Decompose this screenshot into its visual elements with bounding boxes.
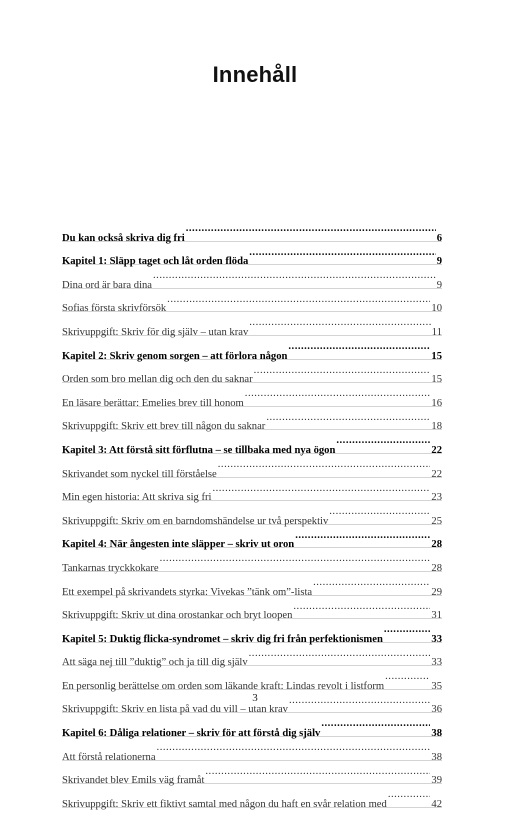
toc-leader-dots [385, 666, 430, 689]
toc-leader-dots [153, 265, 436, 288]
toc-leader-dots [388, 784, 431, 807]
toc-entry-page: 28 [431, 539, 442, 551]
toc-entry-label: Kapitel 3: Att förstå sitt förflutna – se tillbaka med nya ögon [62, 444, 336, 456]
toc-entry-page: 15 [431, 374, 442, 386]
toc-entry-page: 31 [431, 610, 442, 622]
toc-leader-dots [249, 312, 431, 335]
toc-entry-label: Kapitel 2: Skriv genom sorgen – att förlora någon [62, 350, 288, 362]
toc-leader-dots [288, 336, 430, 359]
toc-entry-label: Sofias första skrivförsök [62, 303, 167, 315]
toc-entry-label: Skrivuppgift: Skriv om en barndomshändelse ur två perspektiv [62, 515, 329, 527]
toc-entry-page: 38 [431, 728, 442, 740]
toc-entry-label: Skrivuppgift: Skriv en lista på vad du vill – utan krav [62, 704, 288, 716]
toc-leader-dots [384, 619, 431, 642]
toc-entry-label: Dina ord är bara dina [62, 279, 153, 291]
toc-entry-label: Kapitel 5: Duktig flicka-syndromet – skriv dig fri från perfektionismen [62, 633, 383, 645]
toc-leader-dots [249, 242, 435, 265]
toc-leader-dots [205, 761, 430, 784]
toc-entry-page: 15 [431, 350, 442, 362]
toc-entry-page: 23 [431, 492, 442, 504]
toc-entry-page: 36 [431, 704, 442, 716]
toc-entry-page: 10 [431, 303, 442, 315]
toc-leader-dots [321, 713, 430, 736]
toc-leader-dots [157, 737, 431, 760]
toc-entry-page: 38 [431, 751, 442, 763]
toc-leader-dots [245, 383, 431, 406]
toc-leader-dots [329, 501, 430, 524]
toc-entry-page: 22 [431, 468, 442, 480]
toc-leader-dots [266, 407, 430, 430]
toc-entry-label: Skrivuppgift: Skriv ett brev till någon du saknar [62, 421, 266, 433]
toc-entry-page: 25 [431, 515, 442, 527]
page-number: 3 [252, 692, 258, 704]
toc-leader-dots [218, 454, 431, 477]
toc-entry-label: Du kan också skriva dig fri [62, 232, 185, 244]
toc-entry-page: 28 [431, 562, 442, 574]
toc-leader-dots [336, 430, 430, 453]
toc-entry-page: 9 [436, 279, 442, 291]
toc-entry-page: 39 [431, 775, 442, 787]
toc-entry-label: En personlig berättelse om orden som läkande kraft: Lindas revolt i listform [62, 680, 385, 692]
toc-entry-page: 9 [436, 256, 442, 268]
toc-entry-page: 35 [431, 680, 442, 692]
toc-entry-page: 18 [431, 421, 442, 433]
toc-entry-page: 11 [431, 326, 442, 338]
table-of-contents [62, 218, 442, 808]
toc-entry-page: 42 [431, 798, 442, 810]
toc-entry-page: 22 [431, 444, 442, 456]
toc-entry[interactable] [62, 218, 442, 242]
toc-leader-dots [212, 478, 430, 501]
toc-entry-label: Skrivandet blev Emils väg framåt [62, 775, 205, 787]
toc-leader-dots [254, 360, 431, 383]
toc-entry-page: 16 [431, 397, 442, 409]
toc-entry-label: Att säga nej till ”duktig” och ja till dig själv [62, 657, 248, 669]
toc-entry-page: 33 [431, 633, 442, 645]
toc-entry-label: Skrivuppgift: Skriv för dig själv – utan krav [62, 326, 249, 338]
page-title: Innehåll [212, 62, 298, 87]
toc-entry-page: 29 [431, 586, 442, 598]
toc-entry-label: Kapitel 4: När ångesten inte släpper – skriv ut oron [62, 539, 295, 551]
toc-leader-dots [167, 289, 430, 312]
toc-leader-dots [160, 548, 431, 571]
toc-entry-page: 6 [436, 232, 442, 244]
toc-entry-label: Kapitel 6: Dåliga relationer – skriv för att förstå dig själv [62, 728, 321, 740]
toc-leader-dots [186, 218, 436, 241]
toc-entry-label: Min egen historia: Att skriva sig fri [62, 492, 212, 504]
toc-entry-label: Kapitel 1: Släpp taget och låt orden flöda [62, 256, 249, 268]
toc-entry-label: Ett exempel på skrivandets styrka: Vivekas ”tänk om”-lista [62, 586, 313, 598]
toc-entry-label: Tankarnas tryckkokare [62, 562, 159, 574]
toc-leader-dots [293, 596, 430, 619]
toc-entry-label: Skrivandet som nyckel till förståelse [62, 468, 217, 480]
toc-entry-label: Orden som bro mellan dig och den du saknar [62, 374, 253, 386]
toc-entry-page: 33 [431, 657, 442, 669]
toc-entry-label: Att förstå relationerna [62, 751, 156, 763]
toc-entry-label: Skrivuppgift: Skriv ett fiktivt samtal med någon du haft en svår relation med [62, 798, 387, 810]
toc-leader-dots [249, 643, 431, 666]
toc-leader-dots [313, 572, 430, 595]
toc-leader-dots [295, 525, 430, 548]
toc-entry-label: En läsare berättar: Emelies brev till honom [62, 397, 244, 409]
toc-entry-label: Skrivuppgift: Skriv ut dina orostankar och bryt loopen [62, 610, 293, 622]
